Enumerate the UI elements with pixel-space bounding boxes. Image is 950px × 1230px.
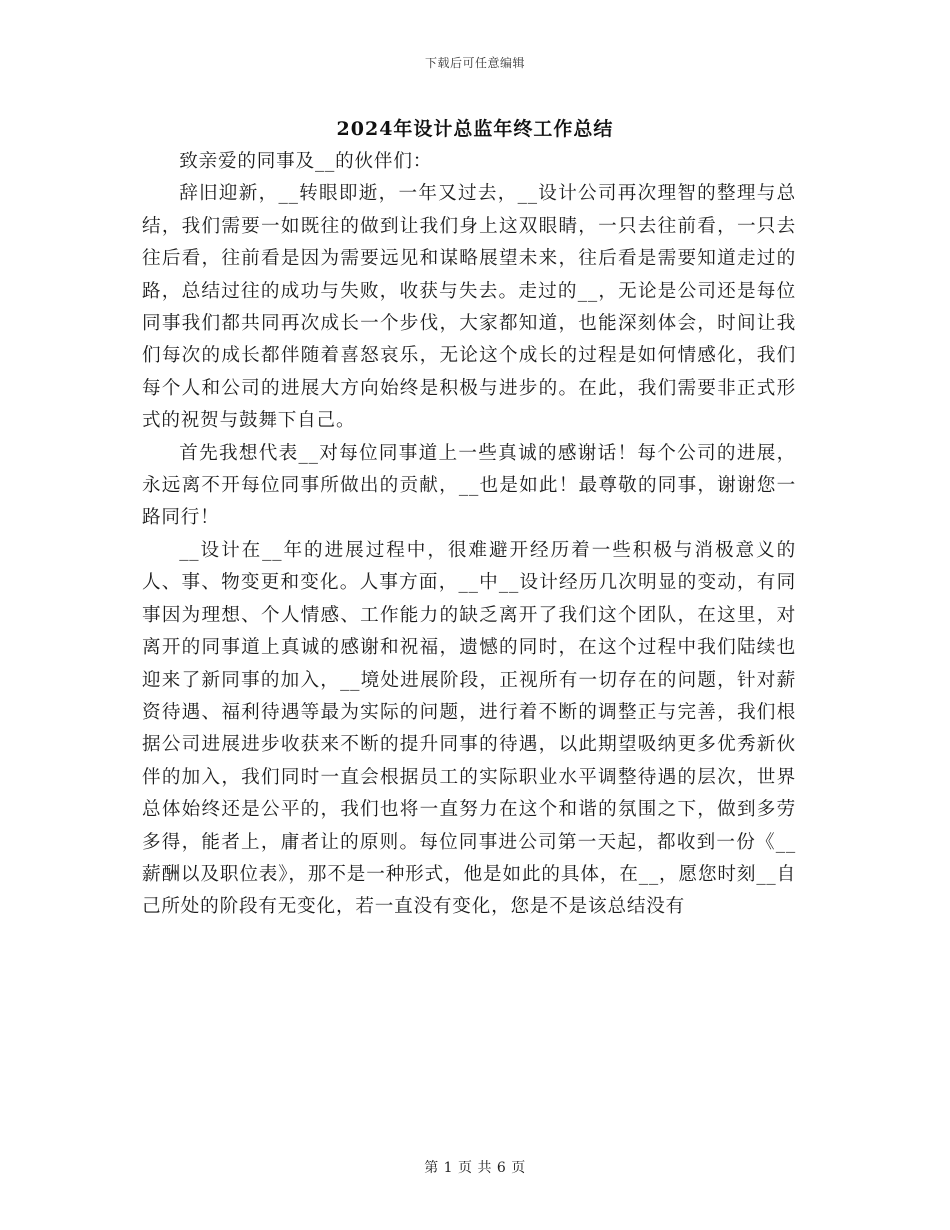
page-number: 第 1 页 共 6 页 [424,1160,526,1176]
header-note: 下载后可任意编辑 [424,56,525,70]
body-paragraph: 首先我想代表__对每位同事道上一些真诚的感谢话！每个公司的进展，永远离不开每位同事所做出的贡献，__也是如此！最尊敬的同事，谢谢您一路同行！ [142,442,796,529]
body-paragraph: 辞旧迎新，__转眼即逝，一年又过去，__设计公司再次理智的整理与总结，我们需要一如既往的做到让我们身上这双眼睛，一只去往前看，一只去往后看，往前看是因为需要远见和谋略展望未来，往后看是需要知道走过的路，总结过往的成功与失败，收获与失去。走过的__，无论是公司还是每位同事我们都共同再次成长一个步伐，大家都知道，也能深刻体会，时间让我们每次的成长都伴随着喜怒哀乐，无论这个成长的过程是如何情感化，我们每个人和公司的进展大方向始终是积极与进步的。在此，我们需要非正式形式的祝贺与鼓舞下自己。 [142,183,796,432]
body-paragraph: __设计在__年的进展过程中，很难避开经历着一些积极与消极意义的人、事、物变更和变化。人事方面，__中__设计经历几次明显的变动，有同事因为理想、个人情感、工作能力的缺乏离开了我们这个团队，在这里，对离开的同事道上真诚的感谢和祝福，遗憾的同时，在这个过程中我们陆续也迎来了新同事的加入，__境处进展阶段，正视所有一切存在的问题，针对薪资待遇、福利待遇等最为实际的问题，进行着不断的调整正与完善，我们根据公司进展进步收获来不断的提升同事的待遇，以此期望吸纳更多优秀新伙伴的加入，我们同时一直会根据员工的实际职业水平调整待遇的层次，世界总体始终还是公平的，我们也将一直努力在这个和谐的氛围之下，做到多劳多得，能者上，庸者让的原则。每位同事进公司第一天起，都收到一份《__薪酬以及职位表》，那不是一种形式，他是如此的具体，在__，愿您时刻__自己所处的阶段有无变化，若一直没有变化，您是不是该总结没有 [142,539,796,918]
salutation-paragraph: 致亲爱的同事及__的伙伴们： [179,151,433,172]
document-title: 2024年设计总监年终工作总结 [336,118,614,140]
document-body [142,146,796,924]
